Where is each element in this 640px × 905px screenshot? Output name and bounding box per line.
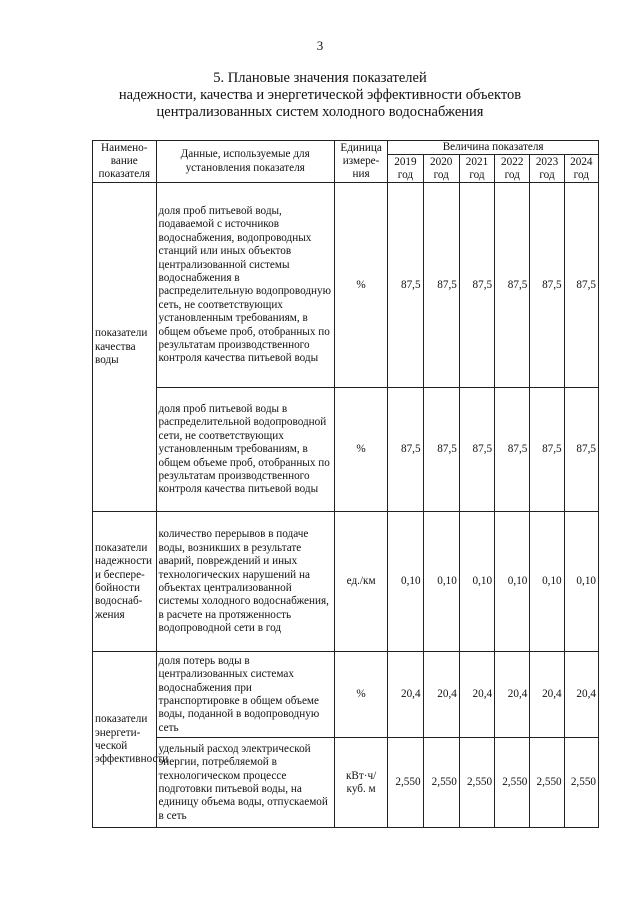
header-year-unit: год [433,168,449,181]
heading-line-3: централизованных систем холодного водоснабжения [156,104,484,120]
indicator-value: 2,550 [459,738,494,828]
header-year-number: 2021 [465,155,489,168]
header-data-used: Данные, используемые для установления показателя [156,141,334,183]
indicator-unit: ед./км [334,512,387,652]
indicator-value: 2,550 [495,738,530,828]
indicator-value: 87,5 [564,388,598,512]
header-year-unit: год [397,168,414,181]
indicator-data-description: доля потерь воды в централизованных системах водоснабжения при транспортировке в общем объеме воды, поданной в водопроводную сеть [156,652,334,738]
indicator-value: 87,5 [495,388,530,512]
indicator-group-name: показатели качества воды [93,183,157,512]
header-year-5 [564,155,598,183]
table-row [93,652,599,738]
indicator-value: 20,4 [423,652,459,738]
indicator-group-name: показатели энергети-ческой эффективности [93,652,157,828]
header-year-1 [423,155,459,183]
header-values: Величина показателя [388,141,599,155]
indicator-value: 87,5 [459,183,494,388]
indicator-value: 0,10 [423,512,459,652]
header-year-unit: год [539,168,555,181]
header-year-number: 2019 [394,155,417,168]
header-year-2 [459,155,494,183]
indicators-table [92,140,599,828]
indicator-value: 0,10 [495,512,530,652]
table-row [93,183,599,388]
table-row [93,388,599,512]
indicator-data-description: количество перерывов в подаче воды, возникших в результате аварий, повреждений и иных технологических нарушений на объектах централизованной системы холодного водоснабжения, в расчете на протяженность водопроводной сети в год [156,512,334,652]
indicator-value: 20,4 [530,652,564,738]
indicator-unit: % [334,388,387,512]
heading-line-2: надежности, качества и энергетической эффективности объектов [118,87,522,103]
indicator-value: 0,10 [459,512,494,652]
heading-line-1: 5. Плановые значения показателей [213,70,427,86]
indicator-value: 87,5 [564,183,598,388]
header-year-number: 2022 [501,155,524,168]
indicator-value: 87,5 [530,183,564,388]
header-indicator-name: Наимено-вание показателя [93,141,157,183]
indicator-value: 20,4 [388,652,423,738]
indicator-value: 87,5 [388,388,423,512]
indicator-unit: % [334,183,387,388]
indicator-unit: % [334,652,387,738]
table-row [93,738,599,828]
indicator-value: 0,10 [388,512,423,652]
header-year-unit: год [504,168,520,181]
header-year-4 [530,155,564,183]
header-year-unit: год [573,168,589,181]
header-year-unit: год [469,168,485,181]
indicator-value: 20,4 [495,652,530,738]
section-heading [0,70,640,121]
indicator-value: 2,550 [388,738,423,828]
indicator-value: 87,5 [388,183,423,388]
indicator-value: 2,550 [423,738,459,828]
indicator-value: 87,5 [530,388,564,512]
header-year-number: 2023 [535,155,559,168]
indicator-value: 87,5 [423,388,459,512]
indicator-data-description: удельный расход электрической энергии, потребляемой в технологическом процессе подготовки питьевой воды, на единицу объема воды, отпускаемой в сеть [156,738,334,828]
indicator-value: 0,10 [530,512,564,652]
header-year-0 [388,155,423,183]
page-number: 3 [316,38,324,53]
header-year-number: 2020 [430,155,453,168]
indicator-value: 2,550 [564,738,598,828]
indicator-group-name: показатели надежности и беспере-бойности водоснаб-жения [93,512,157,652]
indicator-data-description: доля проб питьевой воды в распределительной водопроводной сети, не соответствующих установленным требованиям, в общем объеме проб, отобранных по результатам производственного контроля качества питьевой воды [156,388,334,512]
indicator-value: 0,10 [564,512,598,652]
table-row [93,512,599,652]
indicator-unit: кВт·ч/ куб. м [334,738,387,828]
header-unit: Единица измере-ния [334,141,387,183]
indicator-value: 20,4 [564,652,598,738]
indicator-value: 87,5 [423,183,459,388]
indicator-value: 20,4 [459,652,494,738]
header-year-3 [495,155,530,183]
indicator-value: 87,5 [495,183,530,388]
indicator-value: 87,5 [459,388,494,512]
header-year-number: 2024 [570,155,593,168]
indicator-data-description: доля проб питьевой воды, подаваемой с источников водоснабжения, водопроводных станций или иных объектов централизованной системы водоснабжения в распределительную водопроводную сеть, не соответствующих установленным требованиям, в общем объеме проб, отобранных по результатам производственного контроля качества питьевой воды [156,183,334,388]
indicator-value: 2,550 [530,738,564,828]
